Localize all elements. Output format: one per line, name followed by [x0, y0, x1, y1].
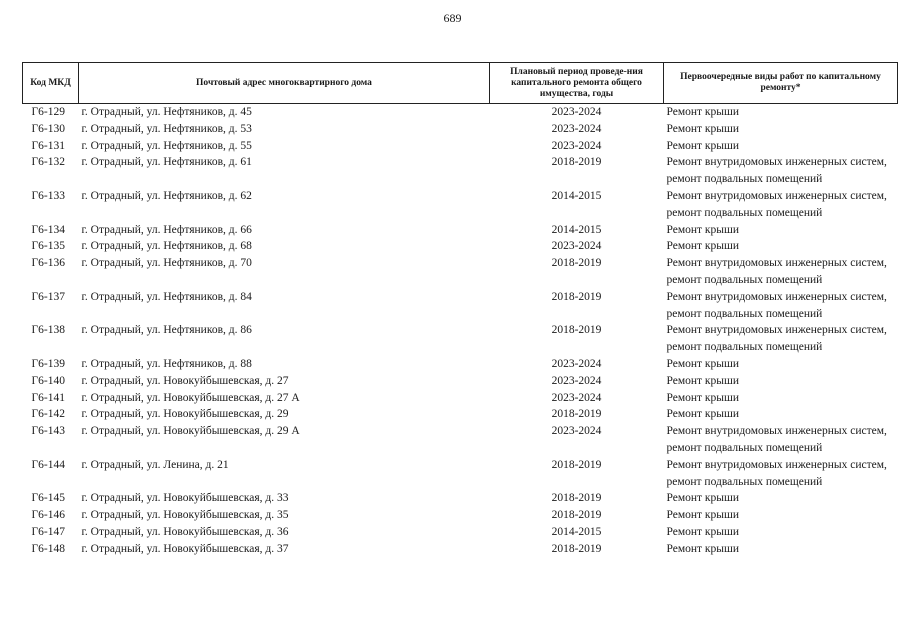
cell-period: 2018-2019 [551, 408, 602, 421]
cell-address: г. Отрадный, ул. Новокуйбышевская, д. 35 [81, 509, 289, 522]
cell-works: Ремонт крыши [666, 106, 740, 118]
page-number: 689 [443, 11, 462, 25]
table-row [23, 406, 898, 423]
cell-address: г. Отрадный, ул. Нефтяников, д. 66 [81, 223, 252, 236]
cell-works: Ремонт крыши [666, 509, 740, 522]
cell-works: Ремонт крыши [666, 391, 740, 404]
table-row [23, 457, 898, 491]
cell-code: Г6-135 [31, 240, 65, 253]
cell-period: 2023-2024 [551, 139, 602, 152]
cell-address: г. Отрадный, ул. Нефтяников, д. 68 [81, 240, 252, 253]
cell-address: г. Отрадный, ул. Новокуйбышевская, д. 29 [81, 408, 289, 421]
table-row [23, 356, 898, 373]
cell-works: Ремонт внутридомовых инженерных систем, ремонт подвальных помещений [666, 257, 887, 286]
header-address: Почтовый адрес многоквартирного дома [79, 63, 490, 104]
header-period: Плановый период проведе-ния капитального ремонта общего имущества, годы [490, 63, 664, 104]
cell-address: г. Отрадный, ул. Новокуйбышевская, д. 33 [81, 492, 289, 505]
cell-works: Ремонт внутридомовых инженерных систем, ремонт подвальных помещений [666, 156, 887, 186]
cell-code: Г6-137 [31, 290, 65, 303]
cell-code: Г6-139 [31, 357, 65, 370]
table-row [23, 507, 898, 524]
housing-registry-table [22, 62, 898, 558]
cell-works: Ремонт внутридомовых инженерных систем, ремонт подвальных помещений [666, 324, 887, 354]
cell-period: 2014-2015 [551, 189, 602, 202]
table-row [23, 121, 898, 138]
cell-period: 2023-2024 [551, 425, 602, 438]
table-row [23, 490, 898, 507]
cell-period: 2018-2019 [551, 492, 602, 505]
cell-code: Г6-146 [31, 509, 65, 522]
cell-address: г. Отрадный, ул. Нефтяников, д. 53 [81, 122, 252, 135]
table-row [23, 255, 898, 289]
cell-code: Г6-147 [31, 525, 65, 538]
cell-works: Ремонт внутридомовых инженерных систем, ремонт подвальных помещений [666, 458, 887, 488]
cell-period: 2018-2019 [551, 542, 602, 555]
header-works: Первоочередные виды работ по капитальному ремонту* [664, 63, 898, 104]
cell-code: Г6-142 [31, 408, 65, 421]
cell-period: 2018-2019 [551, 509, 602, 522]
cell-works: Ремонт крыши [666, 240, 740, 253]
table-row [23, 222, 898, 239]
cell-address: г. Отрадный, ул. Нефтяников, д. 45 [81, 106, 252, 118]
cell-code: Г6-132 [31, 156, 65, 169]
cell-period: 2018-2019 [551, 290, 602, 303]
cell-period: 2023-2024 [551, 391, 602, 404]
cell-address: г. Отрадный, ул. Нефтяников, д. 62 [81, 189, 252, 202]
cell-address: г. Отрадный, ул. Ленина, д. 21 [81, 458, 229, 471]
table-row [23, 154, 898, 188]
table-row [23, 524, 898, 541]
cell-address: г. Отрадный, ул. Новокуйбышевская, д. 29 А [81, 425, 300, 438]
cell-period: 2023-2024 [551, 357, 602, 370]
cell-address: г. Отрадный, ул. Нефтяников, д. 88 [81, 357, 252, 370]
table-row [23, 322, 898, 356]
cell-address: г. Отрадный, ул. Нефтяников, д. 84 [81, 290, 252, 303]
table-row [23, 289, 898, 323]
table-row [23, 238, 898, 255]
cell-code: Г6-134 [31, 223, 65, 236]
cell-period: 2014-2015 [551, 223, 602, 236]
cell-works: Ремонт крыши [666, 139, 740, 152]
cell-code: Г6-148 [31, 542, 65, 555]
cell-period: 2018-2019 [551, 458, 602, 471]
cell-period: 2023-2024 [551, 122, 602, 135]
header-code: Код МКД [23, 63, 79, 104]
cell-works: Ремонт крыши [666, 525, 740, 538]
cell-code: Г6-130 [31, 122, 65, 135]
table-row [23, 390, 898, 407]
cell-code: Г6-144 [31, 458, 65, 471]
cell-code: Г6-145 [31, 492, 65, 505]
cell-period: 2023-2024 [551, 106, 602, 118]
table-header [23, 63, 898, 104]
cell-address: г. Отрадный, ул. Нефтяников, д. 86 [81, 324, 252, 337]
cell-works: Ремонт крыши [666, 122, 740, 135]
cell-code: Г6-143 [31, 425, 65, 438]
cell-address: г. Отрадный, ул. Новокуйбышевская, д. 36 [81, 525, 289, 538]
table-row [23, 188, 898, 222]
cell-code: Г6-140 [31, 374, 65, 387]
cell-period: 2018-2019 [551, 324, 602, 337]
cell-address: г. Отрадный, ул. Нефтяников, д. 70 [81, 257, 252, 270]
cell-code: Г6-141 [31, 391, 65, 404]
table-row [23, 138, 898, 155]
cell-address: г. Отрадный, ул. Нефтяников, д. 55 [81, 139, 252, 152]
table-row [23, 373, 898, 390]
cell-address: г. Отрадный, ул. Новокуйбышевская, д. 37 [81, 542, 289, 555]
cell-period: 2023-2024 [551, 374, 602, 387]
cell-works: Ремонт крыши [666, 223, 740, 236]
table-row [23, 104, 898, 121]
cell-code: Г6-129 [31, 106, 65, 118]
cell-period: 2018-2019 [551, 156, 602, 169]
cell-works: Ремонт крыши [666, 357, 740, 370]
cell-works: Ремонт крыши [666, 542, 740, 555]
cell-works: Ремонт внутридомовых инженерных систем, ремонт подвальных помещений [666, 290, 887, 320]
cell-code: Г6-133 [31, 189, 65, 202]
cell-code: Г6-136 [31, 257, 65, 270]
table-row [23, 423, 898, 457]
table-body [23, 104, 898, 558]
cell-period: 2023-2024 [551, 240, 602, 253]
cell-period: 2014-2015 [551, 525, 602, 538]
cell-period: 2018-2019 [551, 257, 602, 270]
cell-code: Г6-131 [31, 139, 65, 152]
cell-works: Ремонт крыши [666, 408, 740, 421]
table-row [23, 541, 898, 558]
cell-address: г. Отрадный, ул. Нефтяников, д. 61 [81, 156, 252, 169]
cell-address: г. Отрадный, ул. Новокуйбышевская, д. 27 [81, 374, 289, 387]
cell-works: Ремонт крыши [666, 374, 740, 387]
cell-works: Ремонт внутридомовых инженерных систем, ремонт подвальных помещений [666, 189, 887, 219]
cell-works: Ремонт внутридомовых инженерных систем, ремонт подвальных помещений [666, 425, 887, 454]
cell-works: Ремонт крыши [666, 492, 740, 505]
cell-address: г. Отрадный, ул. Новокуйбышевская, д. 27 А [81, 391, 300, 404]
cell-code: Г6-138 [31, 324, 65, 337]
